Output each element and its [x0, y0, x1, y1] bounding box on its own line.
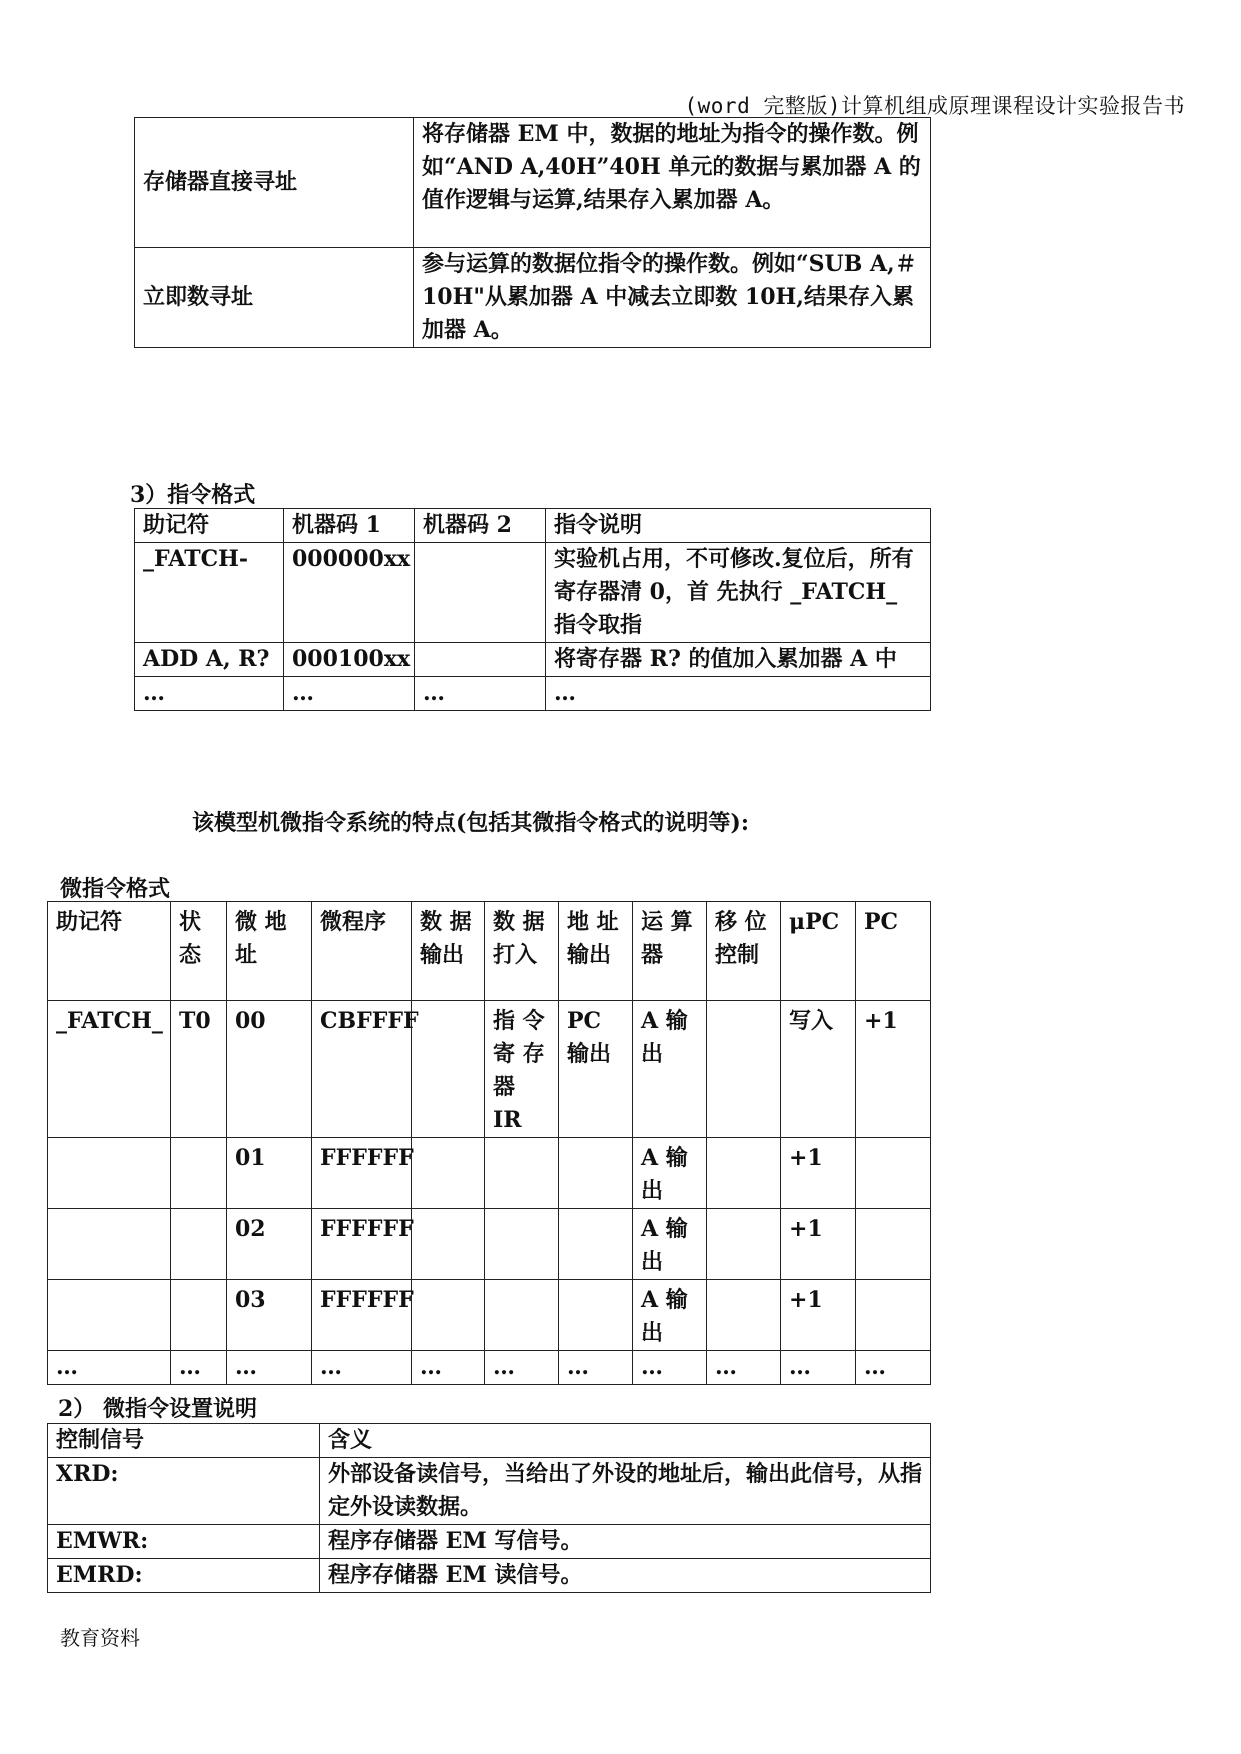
- table-cell: FFFFFF: [312, 1280, 412, 1351]
- table-row: [135, 118, 931, 248]
- table-cell: [856, 1209, 931, 1280]
- header-cell: μPC: [781, 902, 856, 1001]
- table-cell: [171, 1280, 227, 1351]
- table-cell: 程序存储器 EM 写信号。: [320, 1525, 931, 1559]
- table-row: [48, 1001, 931, 1138]
- table-cell: ADD A, R?: [135, 643, 284, 677]
- header-cell: 微 地址: [227, 902, 312, 1001]
- table-cell: FFFFFF: [312, 1138, 412, 1209]
- header-cell: 地 址 输出: [559, 902, 633, 1001]
- table-row: [135, 543, 931, 643]
- table-row: [48, 1280, 931, 1351]
- table-cell: …: [415, 677, 546, 711]
- table-row: [48, 1209, 931, 1280]
- table-cell: A 输 出: [633, 1138, 707, 1209]
- table-cell: 03: [227, 1280, 312, 1351]
- addressing-mode-cell: 存储器直接寻址: [135, 118, 414, 248]
- feature-description: 该模型机微指令系统的特点(包括其微指令格式的说明等):: [192, 810, 749, 836]
- instruction-format-heading: 3）指令格式: [130, 482, 256, 508]
- header-cell: 运 算 器: [633, 902, 707, 1001]
- table-cell: [412, 1001, 485, 1138]
- table-cell: [171, 1209, 227, 1280]
- table-cell: T0: [171, 1001, 227, 1138]
- table-cell: [485, 1209, 559, 1280]
- table-cell: [559, 1138, 633, 1209]
- table-cell: [48, 1138, 171, 1209]
- table-cell: A 输 出: [633, 1209, 707, 1280]
- table-cell: [707, 1209, 781, 1280]
- microinstruction-table: [47, 901, 931, 1385]
- table-cell: 指 令 寄 存 器 IR: [485, 1001, 559, 1138]
- table-cell: _FATCH-: [135, 543, 284, 643]
- table-cell: EMWR:: [48, 1525, 320, 1559]
- header-cell: 数 据 输出: [412, 902, 485, 1001]
- table-cell: +1: [781, 1280, 856, 1351]
- table-row: [135, 677, 931, 711]
- table-row: [48, 1424, 931, 1458]
- header-cell: 含义: [320, 1424, 931, 1458]
- addressing-mode-cell: 立即数寻址: [135, 248, 414, 348]
- table-row: [48, 1138, 931, 1209]
- table-cell: [415, 643, 546, 677]
- addressing-table: [134, 117, 931, 348]
- table-cell: 将寄存器 R? 的值加入累加器 A 中: [546, 643, 931, 677]
- table-cell: A 输 出: [633, 1280, 707, 1351]
- table-cell: [48, 1280, 171, 1351]
- header-cell: PC: [856, 902, 931, 1001]
- addressing-desc-cell: 将存储器 EM 中，数据的地址为指令的操作数。例如“AND A,40H”40H 单元的数据与累加器 A 的值作逻辑与运算,结果存入累加器 A。: [414, 118, 931, 248]
- table-row: [135, 248, 931, 348]
- table-cell: …: [856, 1351, 931, 1385]
- header-cell: 指令说明: [546, 509, 931, 543]
- control-signal-table: [47, 1423, 931, 1593]
- header-cell: 移 位 控制: [707, 902, 781, 1001]
- table-row: [48, 902, 931, 1001]
- table-cell: [48, 1209, 171, 1280]
- header-cell: 机器码 1: [284, 509, 415, 543]
- table-cell: [559, 1280, 633, 1351]
- table-cell: _FATCH_: [48, 1001, 171, 1138]
- table-cell: [412, 1280, 485, 1351]
- table-cell: [415, 543, 546, 643]
- table-row: [48, 1351, 931, 1385]
- table-cell: [485, 1138, 559, 1209]
- page-footer: 教育资料: [60, 1626, 140, 1650]
- table-cell: 外部设备读信号，当给出了外设的地址后，输出此信号，从指定外设读数据。: [320, 1458, 931, 1525]
- header-cell: 数 据 打入: [485, 902, 559, 1001]
- table-cell: …: [546, 677, 931, 711]
- table-cell: [412, 1209, 485, 1280]
- table-cell: [707, 1280, 781, 1351]
- table-cell: 程序存储器 EM 读信号。: [320, 1559, 931, 1593]
- table-cell: …: [135, 677, 284, 711]
- table-cell: …: [559, 1351, 633, 1385]
- table-cell: …: [485, 1351, 559, 1385]
- table-cell: [412, 1138, 485, 1209]
- table-cell: CBFFFF: [312, 1001, 412, 1138]
- table-cell: 000100xx: [284, 643, 415, 677]
- table-cell: PC 输出: [559, 1001, 633, 1138]
- header-cell: 机器码 2: [415, 509, 546, 543]
- table-cell: 02: [227, 1209, 312, 1280]
- header-cell: 助记符: [135, 509, 284, 543]
- table-cell: 000000xx: [284, 543, 415, 643]
- table-cell: 写入: [781, 1001, 856, 1138]
- table-cell: [707, 1001, 781, 1138]
- table-row: [48, 1525, 931, 1559]
- table-cell: [559, 1209, 633, 1280]
- header-cell: 控制信号: [48, 1424, 320, 1458]
- table-row: [48, 1458, 931, 1525]
- table-cell: [485, 1280, 559, 1351]
- addressing-desc-cell: 参与运算的数据位指令的操作数。例如“SUB A,＃10H"从累加器 A 中减去立即数 10H,结果存入累加器 A。: [414, 248, 931, 348]
- header-cell: 助记符: [48, 902, 171, 1001]
- table-cell: FFFFFF: [312, 1209, 412, 1280]
- instruction-format-table: [134, 508, 931, 711]
- header-cell: 状态: [171, 902, 227, 1001]
- table-cell: …: [781, 1351, 856, 1385]
- table-cell: EMRD:: [48, 1559, 320, 1593]
- table-cell: …: [633, 1351, 707, 1385]
- table-cell: …: [48, 1351, 171, 1385]
- table-cell: A 输 出: [633, 1001, 707, 1138]
- table-cell: …: [227, 1351, 312, 1385]
- table-cell: +1: [856, 1001, 931, 1138]
- table-cell: +1: [781, 1209, 856, 1280]
- table-cell: [856, 1138, 931, 1209]
- table-cell: [856, 1280, 931, 1351]
- table-cell: +1: [781, 1138, 856, 1209]
- table-cell: 00: [227, 1001, 312, 1138]
- table-cell: …: [312, 1351, 412, 1385]
- document-header: (word 完整版)计算机组成原理课程设计实验报告书: [684, 94, 1185, 118]
- signal-heading: 2） 微指令设置说明: [58, 1396, 257, 1422]
- table-cell: [707, 1138, 781, 1209]
- table-cell: …: [412, 1351, 485, 1385]
- table-cell: [171, 1138, 227, 1209]
- table-cell: 实验机占用，不可修改.复位后，所有寄存器清 0，首 先执行 _FATCH_ 指令取指: [546, 543, 931, 643]
- table-cell: XRD:: [48, 1458, 320, 1525]
- table-cell: …: [171, 1351, 227, 1385]
- table-cell: …: [284, 677, 415, 711]
- table-row: [135, 509, 931, 543]
- micro-format-heading: 微指令格式: [60, 876, 171, 902]
- header-cell: 微程序: [312, 902, 412, 1001]
- table-row: [48, 1559, 931, 1593]
- table-row: [135, 643, 931, 677]
- table-cell: …: [707, 1351, 781, 1385]
- table-cell: 01: [227, 1138, 312, 1209]
